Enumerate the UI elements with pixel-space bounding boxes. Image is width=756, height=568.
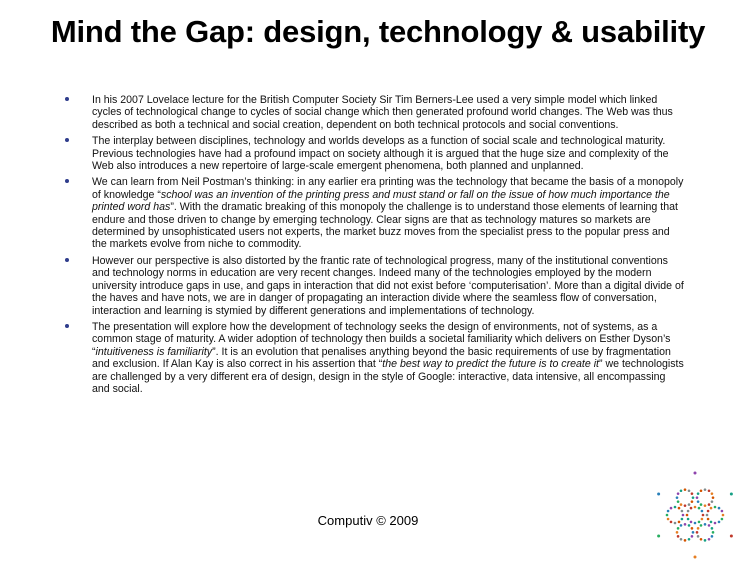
bullet-item	[62, 94, 684, 131]
bullet-item	[62, 321, 684, 395]
bullet-item	[62, 176, 684, 250]
quoted-italic-text: school was an invention of the printing press and must stand or fall on the issue of how much importance the printed word has	[92, 188, 670, 214]
bullet-marker-icon	[65, 258, 69, 262]
quoted-italic-text: intuitiveness is familiarity	[95, 345, 213, 358]
bullet-marker-icon	[65, 179, 69, 183]
bullet-item	[62, 255, 684, 317]
dotted-circle-logo-icon	[640, 465, 750, 565]
bullet-marker-icon	[65, 97, 69, 101]
bullet-text: ”. With the dramatic breaking of this monopoly the challenge is to understand those elements of learning that endure and those driven to change by emerging technology. Clear signs are that as technology matures so markets are determined by unsophisticated users not experts, the market buzz moves from the specialist press to the popular press and the markets evolve from niche to commodity.	[92, 201, 678, 251]
bullet-text: In his 2007 Lovelace lecture for the British Computer Society Sir Tim Berners-Lee used a very simple model which linked cycles of technological change to cycles of social change which then generated profound world changes. The Web was thus described as both a technical and social creation, dependent on both technical protocols and social conventions.	[92, 94, 673, 131]
bullet-text: We can learn from Neil Postman’s thinking: in any earlier era printing was the technology that became the basis of a monopoly of knowledge “	[92, 176, 684, 201]
bullet-text: The interplay between disciplines, technology and worlds develops as a function of social scale and technological maturity. Previous technologies have had a profound impact on society although it is argued that the huge size and complexity of the Web also introduces a new repertoire of large-scale emergent phenomena, both planned and unplanned.	[92, 135, 669, 173]
bullet-text: However our perspective is also distorted by the frantic rate of technological progress, many of the institutional conventions and technology norms in education are very recent changes. Indeed many of the technologies employed by the modern university introduce gaps in use, and gaps in interaction that did not exist before ‘computerisation’. More than a digital divide of the haves and have nots, we are in danger of propagating an interaction divide where the seamless flow of conversation, interaction and learning is stymied by different generations and implementations of technology.	[92, 254, 684, 317]
bullet-marker-icon	[65, 138, 69, 142]
bullet-list	[62, 94, 684, 399]
bullet-text: ” we technologists are challenged by a very different era of design, design in the style of Google: interactive, data intensive, all encompassing and social.	[92, 358, 684, 395]
bullet-item	[62, 135, 684, 172]
slide-title: Mind the Gap: design, technology & usability	[50, 14, 706, 49]
footer-copyright: Computiv © 2009	[317, 513, 419, 528]
bullet-marker-icon	[65, 324, 69, 328]
quoted-italic-text: the best way to predict the future is to create it	[382, 358, 599, 371]
bullet-text: The presentation will explore how the development of technology seeks the design of environments, not of systems, as a common stage of maturity. A wider adoption of technology then builds a societal familiarity which delivers on Esther Dyson’s “	[92, 320, 671, 358]
bullet-text: ”. It is an evolution that penalises anything beyond the basic requirements of use by fragmentation and exclusion. If Alan Kay is also correct in his assertion that “	[92, 345, 671, 371]
